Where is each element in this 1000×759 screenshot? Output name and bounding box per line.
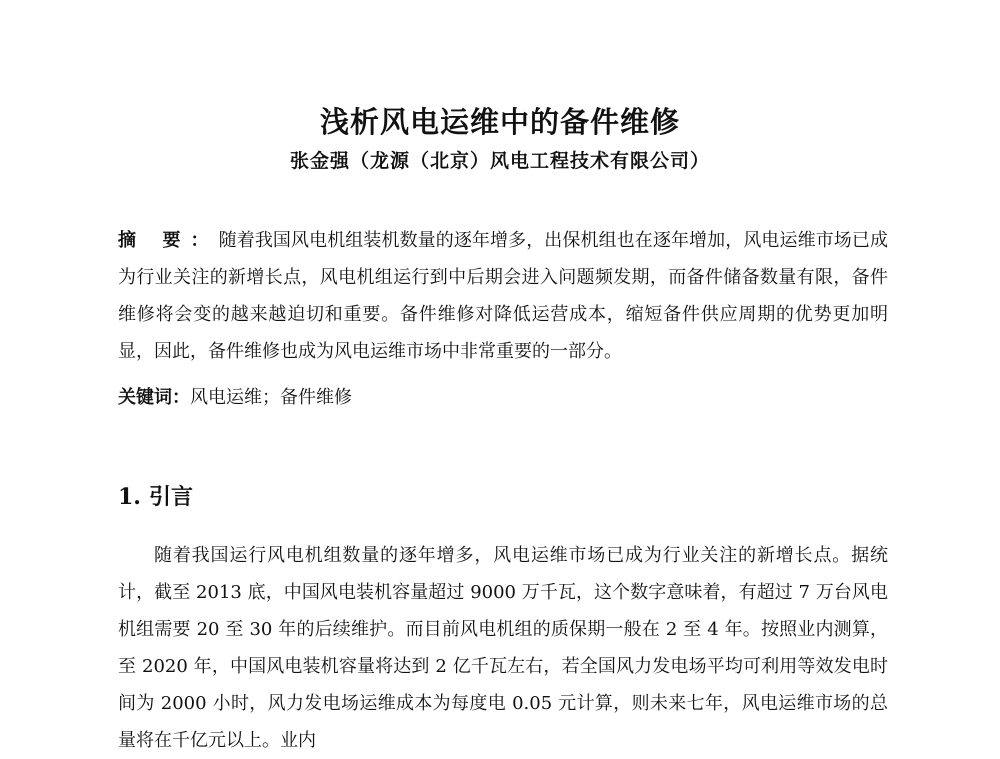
keywords-text: 风电运维；备件维修 (190, 387, 352, 408)
abstract-paragraph (118, 222, 888, 370)
intro-paragraph: 随着我国运行风电机组数量的逐年增多，风电运维市场已成为行业关注的新增长点。据统计，截至 2013 底，中国风电装机容量超过 9000 万千瓦，这个数字意味着，有超过 7 万台风电机组需要 20 至 30 年的后续维护。而目前风电机组的质保期一般在 2 至 4 年。按照业内测算，至 2020 年，中国风电装机容量将达到 2 亿千瓦左右，若全国风力发电场平均可利用等效发电时间为 2000 小时，风力发电场运维成本为每度电 0.05 元计算，则未来七年，风电运维市场的总量将在千亿元以上。业内 (118, 545, 888, 751)
section-title: 引言 (148, 484, 193, 510)
keywords-label: 关键词： (118, 387, 190, 408)
section-heading (118, 480, 193, 511)
paper-title: 浅析风电运维中的备件维修 (319, 105, 680, 139)
abstract-text: 随着我国风电机组装机数量的逐年增多，出保机组也在逐年增加，风电运维市场已成为行业关注的新增长点，风电机组运行到中后期会进入问题频发期，而备件储备数量有限，备件维修将会变的越来越迫切和重要。备件维修对降低运营成本，缩短备件供应周期的优势更加明显，因此，备件维修也成为风电运维市场中非常重要的一部分。 (118, 230, 888, 362)
paper-author: 张金强（龙源（北京）风电工程技术有限公司） (289, 150, 710, 172)
keywords-line (118, 383, 888, 413)
abstract-label: 摘 要： (118, 230, 219, 251)
section-number: 1. (118, 484, 141, 510)
